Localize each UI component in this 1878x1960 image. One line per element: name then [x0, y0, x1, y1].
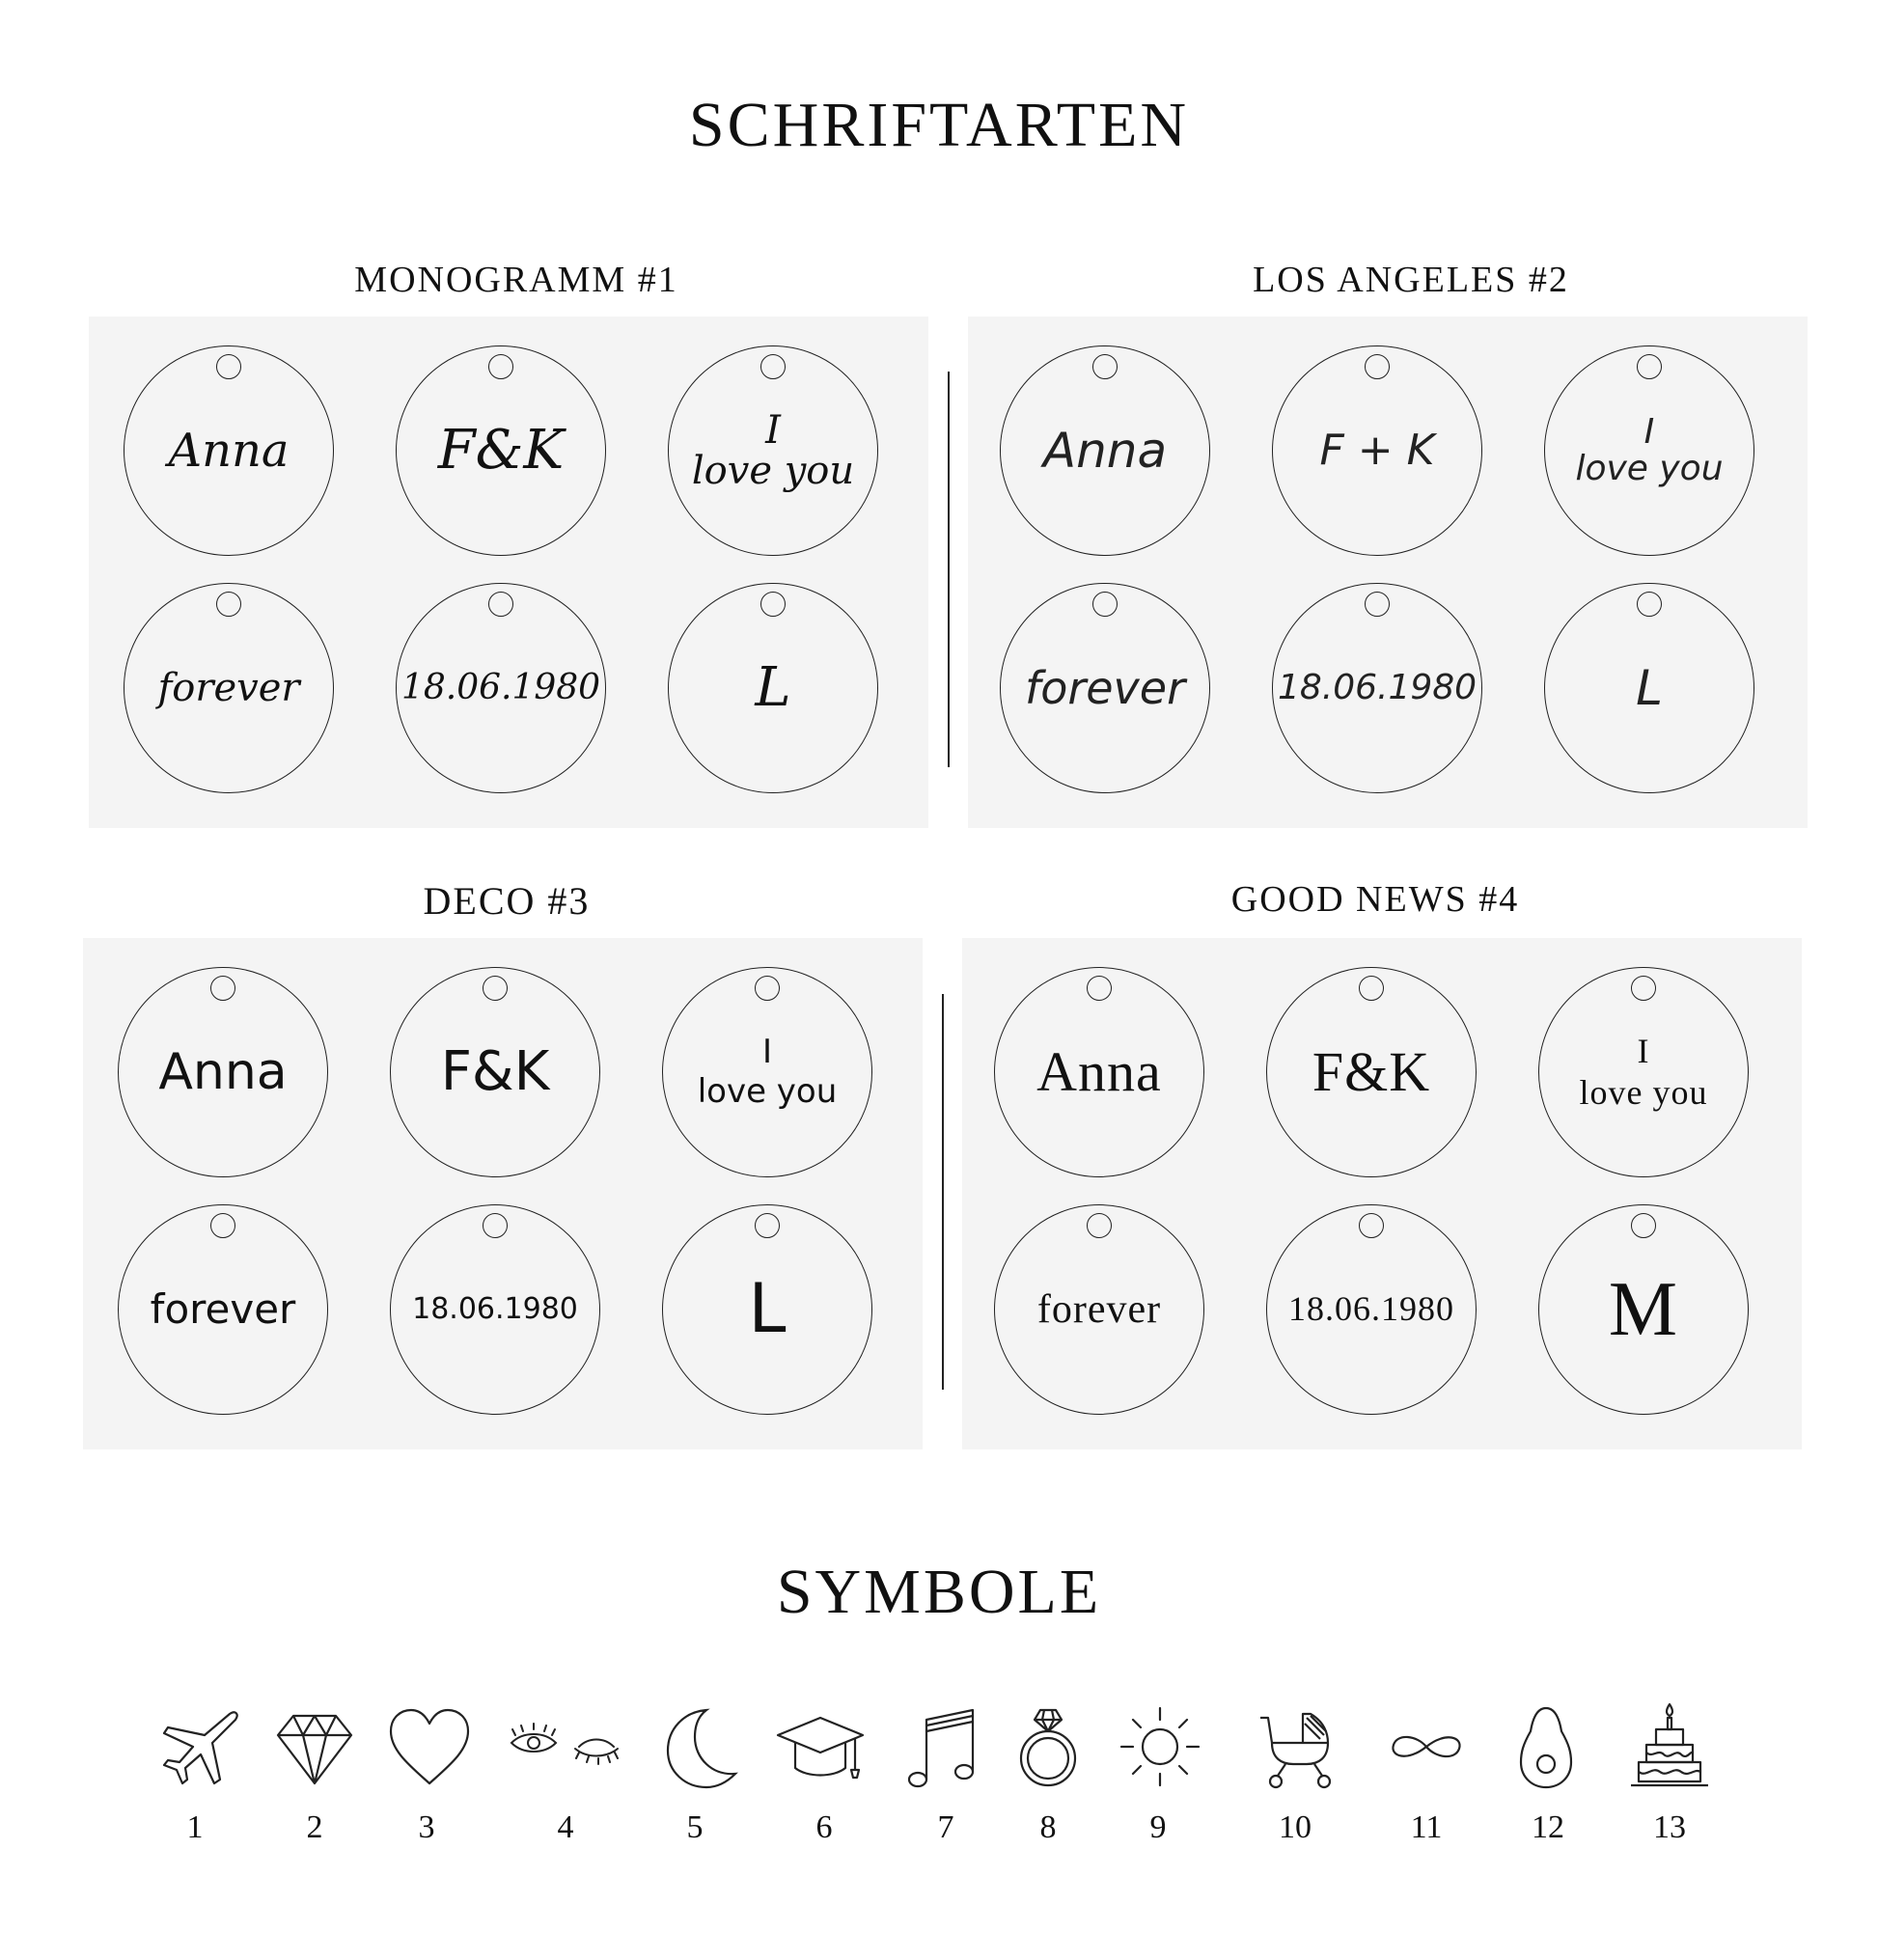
sample-text: I love you — [1579, 1031, 1708, 1112]
sample-disc — [668, 345, 878, 556]
sample-disc — [1544, 583, 1754, 793]
sample-text: I love you — [697, 1033, 838, 1111]
sample-disc — [390, 1204, 600, 1415]
symbol-number: 7 — [937, 1809, 954, 1845]
infinity-icon — [1378, 1698, 1475, 1795]
sample-disc — [396, 583, 606, 793]
symbol-number: 13 — [1653, 1809, 1686, 1845]
font-title-deco: DECO #3 — [423, 879, 591, 923]
sample-disc — [390, 967, 600, 1177]
page-title: SCHRIFTARTEN — [688, 90, 1190, 160]
sample-text: I love you — [1575, 412, 1724, 488]
sample-disc — [1272, 583, 1482, 793]
disc-hole — [1092, 354, 1118, 379]
disc-hole — [1631, 976, 1656, 1001]
symbol-number: 6 — [815, 1809, 833, 1845]
ring-icon — [1000, 1698, 1096, 1795]
font-title-monogramm: MONOGRAMM #1 — [354, 260, 678, 300]
disc-hole — [1087, 976, 1112, 1001]
symbol-number: 5 — [686, 1809, 704, 1845]
disc-hole — [1359, 976, 1384, 1001]
disc-hole — [216, 592, 241, 617]
symbols-title: SYMBOLE — [776, 1557, 1102, 1627]
symbol-number: 3 — [418, 1809, 435, 1845]
sample-text: Anna — [158, 1042, 288, 1101]
heart-icon — [381, 1698, 478, 1795]
disc-hole — [483, 976, 508, 1001]
font-title-good-news: GOOD NEWS #4 — [1230, 879, 1520, 920]
disc-hole — [760, 354, 786, 379]
disc-hole — [488, 354, 513, 379]
disc-hole — [1637, 354, 1662, 379]
disc-hole — [755, 1213, 780, 1238]
sample-text: forever — [1036, 1286, 1162, 1332]
font-panel-los-angeles — [968, 317, 1808, 828]
sample-disc — [124, 583, 334, 793]
symbol-number: 8 — [1039, 1809, 1057, 1845]
disc-hole — [755, 976, 780, 1001]
sample-text: 18.06.1980 — [412, 1292, 578, 1327]
sample-text: forever — [150, 1284, 296, 1333]
disc-hole — [760, 592, 786, 617]
sample-text: 18.06.1980 — [1277, 668, 1478, 708]
cake-icon — [1621, 1698, 1718, 1795]
sample-disc — [396, 345, 606, 556]
disc-hole — [210, 1213, 235, 1238]
font-panel-deco — [83, 938, 923, 1449]
sample-disc — [1266, 967, 1477, 1177]
disc-hole — [1359, 1213, 1384, 1238]
sample-text: forever — [157, 666, 300, 710]
sample-text: forever — [1025, 661, 1185, 714]
sample-text: L — [1636, 659, 1663, 716]
sample-disc — [662, 1204, 872, 1415]
symbol-number: 2 — [306, 1809, 323, 1845]
sample-text: 18.06.1980 — [400, 668, 601, 708]
airplane-icon — [152, 1698, 249, 1795]
sample-disc — [662, 967, 872, 1177]
sample-text: F&K — [440, 1039, 550, 1103]
symbol-number: 10 — [1279, 1809, 1312, 1845]
sample-text: Anna — [1036, 1039, 1162, 1103]
sample-text: F + K — [1319, 425, 1435, 475]
sample-disc — [1266, 1204, 1477, 1415]
sample-text: F&K — [1312, 1039, 1431, 1103]
font-panel-monogramm — [89, 317, 928, 828]
divider — [948, 372, 950, 767]
disc-hole — [483, 1213, 508, 1238]
sample-text: Anna — [168, 423, 290, 478]
sample-disc — [1538, 1204, 1749, 1415]
disc-hole — [1365, 592, 1390, 617]
symbol-number: 12 — [1532, 1809, 1564, 1845]
font-title-los-angeles: LOS ANGELES #2 — [1253, 260, 1569, 300]
graduation-cap-icon — [772, 1698, 869, 1795]
sample-disc — [1544, 345, 1754, 556]
sample-disc — [1000, 583, 1210, 793]
sample-text: 18.06.1980 — [1288, 1289, 1454, 1329]
sample-text: L — [755, 655, 791, 719]
sample-disc — [118, 967, 328, 1177]
sample-text: M — [1608, 1267, 1679, 1352]
sun-icon — [1112, 1698, 1208, 1795]
eyes-icon — [502, 1698, 637, 1795]
disc-hole — [1365, 354, 1390, 379]
moon-icon — [652, 1698, 749, 1795]
disc-hole — [1631, 1213, 1656, 1238]
sample-text: L — [748, 1269, 787, 1349]
sample-disc — [1000, 345, 1210, 556]
disc-hole — [1087, 1213, 1112, 1238]
symbol-number: 9 — [1149, 1809, 1167, 1845]
divider — [942, 994, 944, 1390]
disc-hole — [1092, 592, 1118, 617]
sample-text: F&K — [437, 418, 565, 482]
music-note-icon — [898, 1698, 994, 1795]
sample-disc — [1272, 345, 1482, 556]
disc-hole — [210, 976, 235, 1001]
sample-text: Anna — [1042, 422, 1168, 479]
symbol-number: 11 — [1410, 1809, 1443, 1845]
disc-hole — [488, 592, 513, 617]
symbol-number: 1 — [186, 1809, 204, 1845]
avocado-icon — [1498, 1698, 1594, 1795]
font-panel-good-news — [962, 938, 1802, 1449]
sample-disc — [124, 345, 334, 556]
disc-hole — [216, 354, 241, 379]
sample-disc — [1538, 967, 1749, 1177]
diamond-icon — [266, 1698, 363, 1795]
sample-disc — [668, 583, 878, 793]
sample-text: I love you — [691, 408, 855, 493]
sample-disc — [994, 967, 1204, 1177]
sample-disc — [994, 1204, 1204, 1415]
symbol-number: 4 — [557, 1809, 574, 1845]
disc-hole — [1637, 592, 1662, 617]
sample-disc — [118, 1204, 328, 1415]
baby-stroller-icon — [1247, 1698, 1343, 1795]
